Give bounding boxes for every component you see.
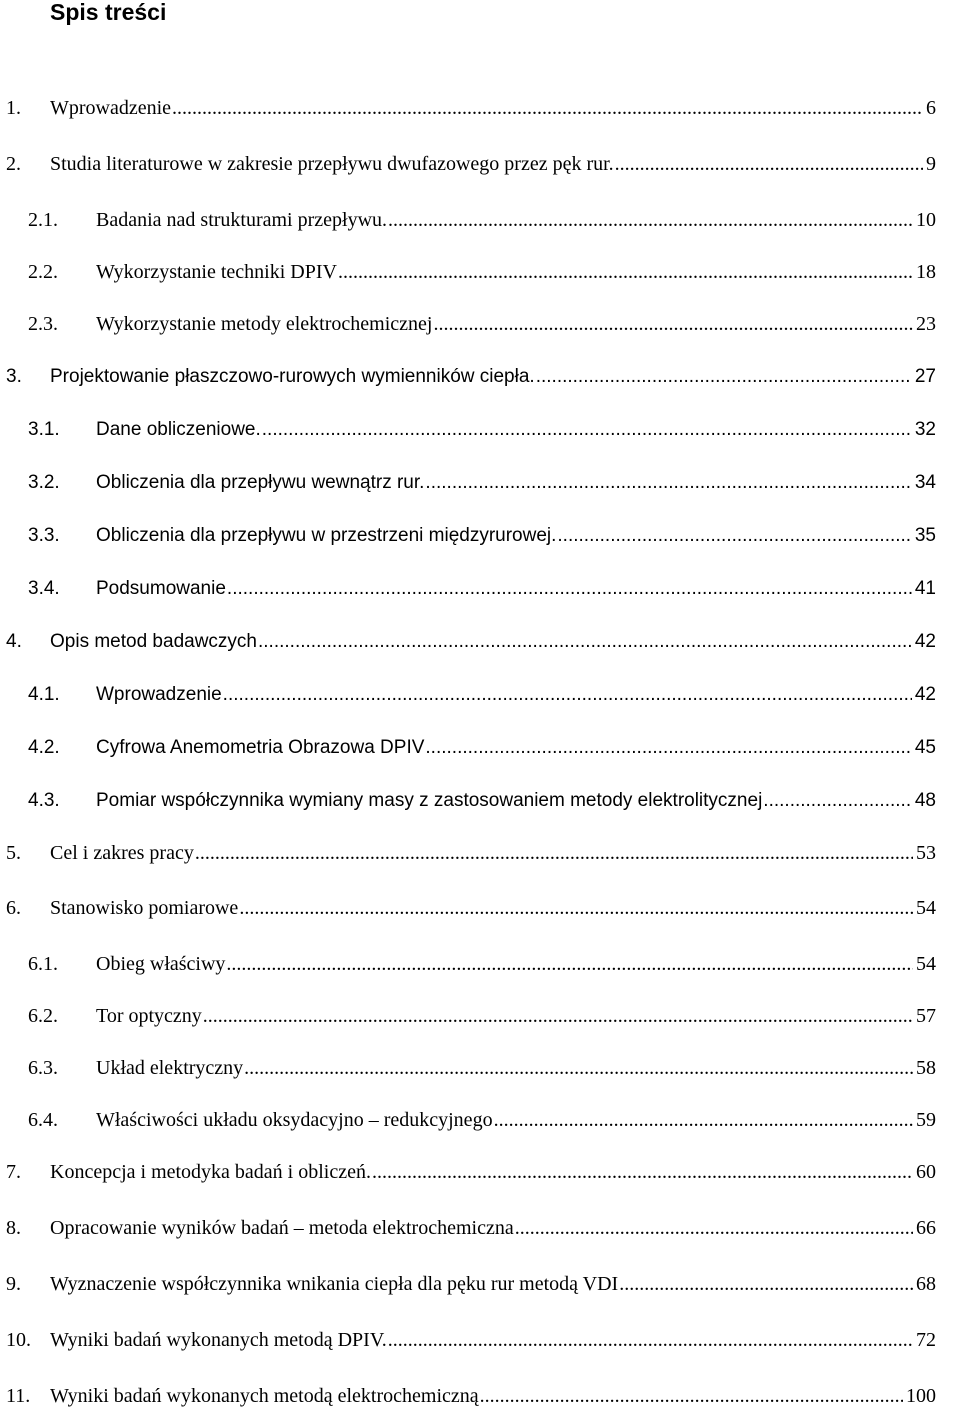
toc-entry-title: Obliczenia dla przepływu w przestrzeni międzyrurowej. (96, 525, 557, 546)
toc-dot-leader (258, 627, 912, 657)
toc-entry-page: 27 (914, 366, 936, 387)
toc-entry[interactable] (0, 949, 960, 979)
toc-entry-page: 32 (914, 419, 936, 440)
toc-dot-leader (372, 1157, 913, 1187)
toc-dot-leader (239, 893, 913, 923)
toc-dot-leader (223, 680, 912, 710)
toc-entry-page: 48 (914, 790, 936, 811)
toc-entry-page: 34 (914, 472, 936, 493)
toc-entry-page: 35 (914, 525, 936, 546)
toc-entry-number: 6.1. (28, 953, 58, 975)
toc-entry[interactable] (0, 1105, 960, 1135)
toc-entry-title: Badania nad strukturami przepływu. (96, 209, 388, 231)
toc-entry-page: 60 (916, 1161, 936, 1183)
toc-entry-number: 6.4. (28, 1109, 58, 1131)
toc-entry-number: 8. (6, 1217, 21, 1239)
toc-entry[interactable] (0, 1213, 960, 1243)
toc-entry[interactable] (0, 1325, 960, 1355)
toc-entry[interactable] (0, 93, 960, 123)
toc-entry-title: Stanowisko pomiarowe (50, 897, 239, 919)
toc-entry-title: Opracowanie wyników badań – metoda elektrochemiczna (50, 1217, 514, 1239)
toc-entry[interactable] (0, 149, 960, 179)
toc-dot-leader (172, 93, 923, 123)
toc-entry[interactable] (0, 1157, 960, 1187)
toc-entry-title: Wyniki badań wykonanych metodą elektrochemiczną (50, 1385, 479, 1407)
toc-dot-leader (480, 1381, 903, 1411)
toc-entry-number: 2.1. (28, 209, 58, 231)
toc-dot-leader (388, 1325, 913, 1355)
toc-entry-number: 10. (6, 1329, 31, 1351)
toc-dot-leader (262, 415, 912, 445)
toc-entry-title: Wyniki badań wykonanych metodą DPIV. (50, 1329, 387, 1351)
toc-entry-number: 11. (6, 1385, 31, 1407)
toc-entry-number: 6.3. (28, 1057, 58, 1079)
toc-entry-page: 23 (916, 313, 936, 335)
toc-entry-title: Cel i zakres pracy (50, 842, 194, 864)
toc-dot-leader (536, 362, 912, 392)
toc-entry-number: 4.3. (28, 790, 60, 811)
toc-entry-page: 72 (916, 1329, 936, 1351)
toc-entry[interactable] (0, 838, 960, 868)
toc-entry-number: 2.3. (28, 313, 58, 335)
toc-entry[interactable] (0, 733, 960, 763)
toc-entry-number: 4.1. (28, 684, 60, 705)
toc-entry[interactable] (0, 1001, 960, 1031)
toc-entry-page: 66 (916, 1217, 936, 1239)
toc-entry-title: Cyfrowa Anemometria Obrazowa DPIV (96, 737, 425, 758)
toc-entry-page: 57 (916, 1005, 936, 1027)
toc-entry-number: 2.2. (28, 261, 58, 283)
toc-entry-title: Obliczenia dla przepływu wewnątrz rur. (96, 472, 425, 493)
toc-entry-title: Obieg właściwy (96, 953, 226, 975)
toc-entry-page: 42 (914, 631, 936, 652)
toc-entry[interactable] (0, 521, 960, 551)
toc-entry[interactable] (0, 893, 960, 923)
toc-entry[interactable] (0, 786, 960, 816)
toc-dot-leader (227, 574, 912, 604)
toc-entry[interactable] (0, 415, 960, 445)
toc-entry-page: 9 (926, 153, 936, 175)
toc-entry-title: Studia literaturowe w zakresie przepływu dwufazowego przez pęk rur. (50, 153, 614, 175)
toc-entry-title: Opis metod badawczych (50, 631, 257, 652)
toc-entry-page: 59 (916, 1109, 936, 1131)
toc-entry-number: 2. (6, 153, 21, 175)
toc-entry[interactable] (0, 1269, 960, 1299)
toc-dot-leader (226, 949, 913, 979)
toc-entry-number: 3. (6, 366, 22, 387)
toc-dot-leader (557, 521, 911, 551)
toc-entry-number: 5. (6, 842, 21, 864)
toc-entry-title: Wprowadzenie (96, 684, 222, 705)
toc-entry-title: Wykorzystanie techniki DPIV (96, 261, 337, 283)
toc-entry-page: 10 (916, 209, 936, 231)
toc-entry-title: Koncepcja i metodyka badań i obliczeń. (50, 1161, 371, 1183)
toc-entry[interactable] (0, 574, 960, 604)
toc-entry-number: 3.4. (28, 578, 60, 599)
toc-dot-leader (425, 733, 911, 763)
toc-dot-leader (203, 1001, 913, 1031)
toc-dot-leader (615, 149, 923, 179)
toc-entry-page: 100 (906, 1385, 936, 1407)
toc-entry-number: 6.2. (28, 1005, 58, 1027)
toc-dot-leader (388, 205, 913, 235)
toc-entry-title: Dane obliczeniowe. (96, 419, 261, 440)
toc-entry[interactable] (0, 1053, 960, 1083)
toc-entry-page: 68 (916, 1273, 936, 1295)
toc-entry[interactable] (0, 680, 960, 710)
toc-dot-leader (763, 786, 912, 816)
toc-entry-number: 3.3. (28, 525, 60, 546)
toc-entry[interactable] (0, 1381, 960, 1411)
toc-entry-page: 42 (914, 684, 936, 705)
toc-dot-leader (494, 1105, 913, 1135)
toc-entry-title: Projektowanie płaszczowo-rurowych wymienników ciepła. (50, 366, 535, 387)
toc-entry-title: Układ elektryczny (96, 1057, 244, 1079)
toc-entry-page: 53 (916, 842, 936, 864)
toc-dot-leader (433, 309, 913, 339)
toc-entry-page: 18 (916, 261, 936, 283)
toc-entry-number: 3.2. (28, 472, 60, 493)
toc-entry-title: Tor optyczny (96, 1005, 202, 1027)
toc-entry-page: 6 (926, 97, 936, 119)
toc-dot-leader (338, 257, 913, 287)
toc-entry-number: 4.2. (28, 737, 60, 758)
toc-dot-leader (515, 1213, 913, 1243)
toc-dot-leader (195, 838, 913, 868)
toc-entry-page: 54 (916, 953, 936, 975)
toc-entry-title: Wyznaczenie współczynnika wnikania ciepła dla pęku rur metodą VDI (50, 1273, 619, 1295)
toc-entry-page: 54 (916, 897, 936, 919)
toc-dot-leader (425, 468, 911, 498)
toc-entry[interactable] (0, 468, 960, 498)
toc-entry-number: 6. (6, 897, 21, 919)
toc-entry-page: 41 (914, 578, 936, 599)
toc-entry-number: 3.1. (28, 419, 60, 440)
toc-entry[interactable] (0, 309, 960, 339)
toc-entry-number: 1. (6, 97, 21, 119)
toc-entry[interactable] (0, 205, 960, 235)
page-title: Spis treści (50, 0, 167, 25)
toc-entry-title: Wprowadzenie (50, 97, 172, 119)
toc-entry-number: 4. (6, 631, 22, 652)
toc-entry-title: Pomiar współczynnika wymiany masy z zastosowaniem metody elektrolitycznej (96, 790, 763, 811)
toc-entry-title: Wykorzystanie metody elektrochemicznej (96, 313, 433, 335)
toc-dot-leader (619, 1269, 913, 1299)
toc-entry[interactable] (0, 627, 960, 657)
toc-entry-number: 7. (6, 1161, 21, 1183)
toc-entry-page: 58 (916, 1057, 936, 1079)
toc-dot-leader (244, 1053, 913, 1083)
toc-entry[interactable] (0, 257, 960, 287)
toc-entry-title: Właściwości układu oksydacyjno – redukcyjnego (96, 1109, 493, 1131)
toc-entry-title: Podsumowanie (96, 578, 226, 599)
toc-entry-number: 9. (6, 1273, 21, 1295)
toc-entry-page: 45 (914, 737, 936, 758)
toc-entry[interactable] (0, 362, 960, 392)
